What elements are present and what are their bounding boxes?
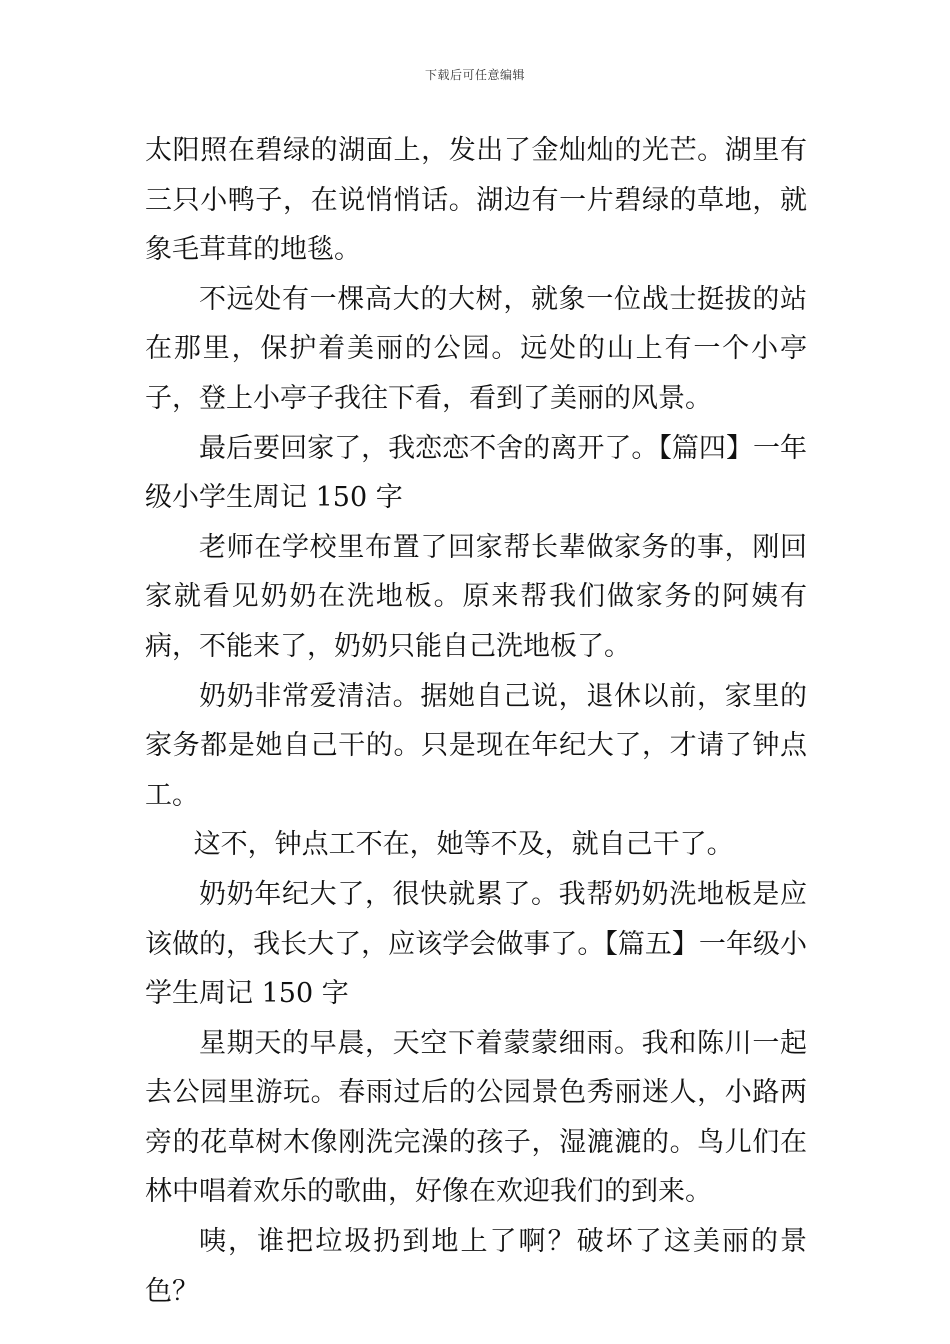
page-header: 下载后可任意编辑	[424, 68, 525, 82]
paragraph-big-tree: 不远处有一棵高大的大树，就象一位战士挺拔的站在那里，保护着美丽的公园。远处的山上有一个小亭子，登上小亭子我往下看，看到了美丽的风景。	[145, 283, 807, 414]
document-body	[145, 126, 807, 1316]
paragraph-help-grandma: 奶奶年纪大了，很快就累了。我帮奶奶洗地板是应该做的，我长大了，应该学会做事了。【篇五】一年级小学生周记 150 字	[145, 878, 807, 1010]
paragraph-grandma-clean: 奶奶非常爱清洁。据她自己说，退休以前，家里的家务都是她自己干的。只是现在年纪大了，才请了钟点工。	[145, 680, 807, 811]
paragraph-litter: 咦，谁把垃圾扔到地上了啊？破坏了这美丽的景色？	[145, 1226, 807, 1307]
paragraph-park-lake: 太阳照在碧绿的湖面上，发出了金灿灿的光芒。湖里有三只小鸭子，在说悄悄话。湖边有一片碧绿的草地，就象毛茸茸的地毯。	[145, 135, 807, 266]
paragraph-housework: 老师在学校里布置了回家帮长辈做家务的事，刚回家就看见奶奶在洗地板。原来帮我们做家务的阿姨有病，不能来了，奶奶只能自己洗地板了。	[145, 531, 807, 662]
paragraph-going-home: 最后要回家了，我恋恋不舍的离开了。【篇四】一年级小学生周记 150 字	[145, 432, 807, 514]
paragraph-hourly-worker: 这不，钟点工不在，她等不及，就自己干了。	[193, 829, 734, 861]
paragraph-sunday-morning: 星期天的早晨，天空下着蒙蒙细雨。我和陈川一起去公园里游玩。春雨过后的公园景色秀丽迷人，小路两旁的花草树木像刚洗完澡的孩子，湿漉漉的。鸟儿们在林中唱着欢乐的歌曲，好像在欢迎我们的到来。	[145, 1027, 807, 1208]
